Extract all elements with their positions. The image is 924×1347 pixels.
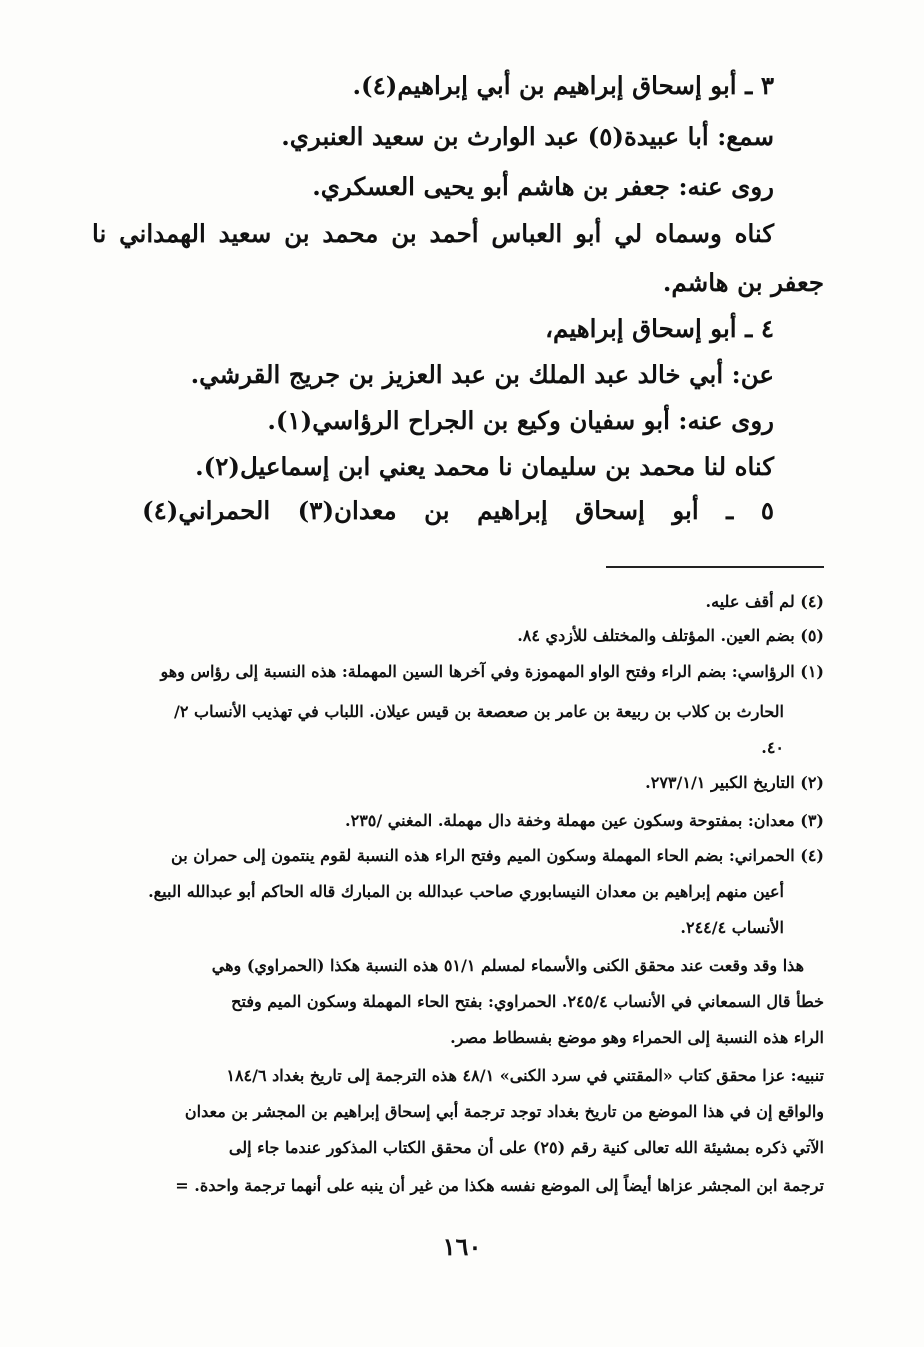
footnote-warning-line4: ترجمة ابن المجشر عزاها أيضاً إلى الموضع نفسه هكذا من غير أن ينبه على أنهما ترجمة واحدة. = [175, 1176, 824, 1195]
footnote-1-line3: ٤٠. [761, 738, 784, 757]
entry-5-heading: ٥ ـ أبو إسحاق إبراهيم بن معدان(٣) الحمراني(٤) [142, 496, 774, 525]
footnote-4b-line3: الأنساب ٢٤٤/٤. [680, 918, 784, 937]
entry-4-narrators: روى عنه: أبو سفيان وكيع بن الجراح الرؤاسي(١). [267, 406, 774, 435]
footnote-note-line3: الراء هذه النسبة إلى الحمراء وهو موضع بفسطاط مصر. [450, 1028, 824, 1047]
entry-4-from: عن: أبي خالد عبد الملك بن عبد العزيز بن جريج القرشي. [190, 360, 774, 389]
footnote-warning-line1: تنبيه: عزا محقق كتاب «المقتني في سرد الكنى» ٤٨/١ هذه الترجمة إلى تاريخ بغداد ١٨٤/٦ [226, 1066, 824, 1085]
footnote-5: (٥) بضم العين. المؤتلف والمختلف للأزدي ٨٤. [517, 626, 824, 645]
footnote-1-line2: الحارث بن كلاب بن ربيعة بن عامر بن صعصعة بن قيس عيلان. اللباب في تهذيب الأنساب ٢/ [174, 702, 784, 721]
entry-3-heard: سمع: أبا عبيدة(٥) عبد الوارث بن سعيد العنبري. [281, 122, 774, 151]
footnote-3: (٣) معدان: بمفتوحة وسكون عين مهملة وخفة دال مهملة. المغني /٢٣٥. [345, 811, 824, 830]
footnote-note-line2: خطأ قال السمعاني في الأنساب ٢٤٥/٤. الحمراوي: بفتح الحاء المهملة وسكون الميم وفتح [231, 992, 824, 1011]
footnote-separator [606, 566, 824, 568]
footnote-4b-line1: (٤) الحمراني: بضم الحاء المهملة وسكون الميم وفتح الراء هذه النسبة لقوم ينتمون إلى حمران بن [171, 846, 824, 865]
footnote-4: (٤) لم أقف عليه. [705, 592, 824, 611]
footnote-warning-line2: والواقع إن في هذا الموضع من تاريخ بغداد توجد ترجمة أبي إسحاق إبراهيم بن المجشر بن معدان [184, 1102, 824, 1121]
entry-4-heading: ٤ ـ أبو إسحاق إبراهيم، [545, 314, 774, 343]
footnote-warning-line3: الآتي ذكره بمشيئة الله تعالى كنية رقم (٢٥) على أن محقق الكتاب المذكور عندما جاء إلى [228, 1138, 824, 1157]
entry-3-kunya-line: كناه وسماه لي أبو العباس أحمد بن محمد بن سعيد الهمداني نا [92, 219, 774, 248]
entry-3-heading: ٣ ـ أبو إسحاق إبراهيم بن أبي إبراهيم(٤). [352, 71, 774, 100]
footnote-4b-line2: أعين منهم إبراهيم بن معدان النيسابوري صاحب عبدالله بن المبارك قاله الحاكم أبو عبدالله البيع. [148, 882, 784, 901]
entry-3-narrators: روى عنه: جعفر بن هاشم أبو يحيى العسكري. [312, 172, 774, 201]
footnote-2: (٢) التاريخ الكبير ٢٧٣/١/١. [645, 773, 824, 792]
entry-3-kunya-cont: جعفر بن هاشم. [662, 268, 824, 297]
entry-4-kunya: كناه لنا محمد بن سليمان نا محمد يعني ابن إسماعيل(٢). [195, 452, 774, 481]
footnote-1-line1: (١) الرؤاسي: بضم الراء وفتح الواو المهموزة وفي آخرها السين المهملة: هذه النسبة إلى رؤاس وهو [160, 662, 824, 681]
footnote-note-line1: هذا وقد وقعت عند محقق الكنى والأسماء لمسلم ٥١/١ هذه النسبة هكذا (الحمراوي) وهي [211, 956, 804, 975]
page-number: ١٦٠ [442, 1232, 482, 1261]
